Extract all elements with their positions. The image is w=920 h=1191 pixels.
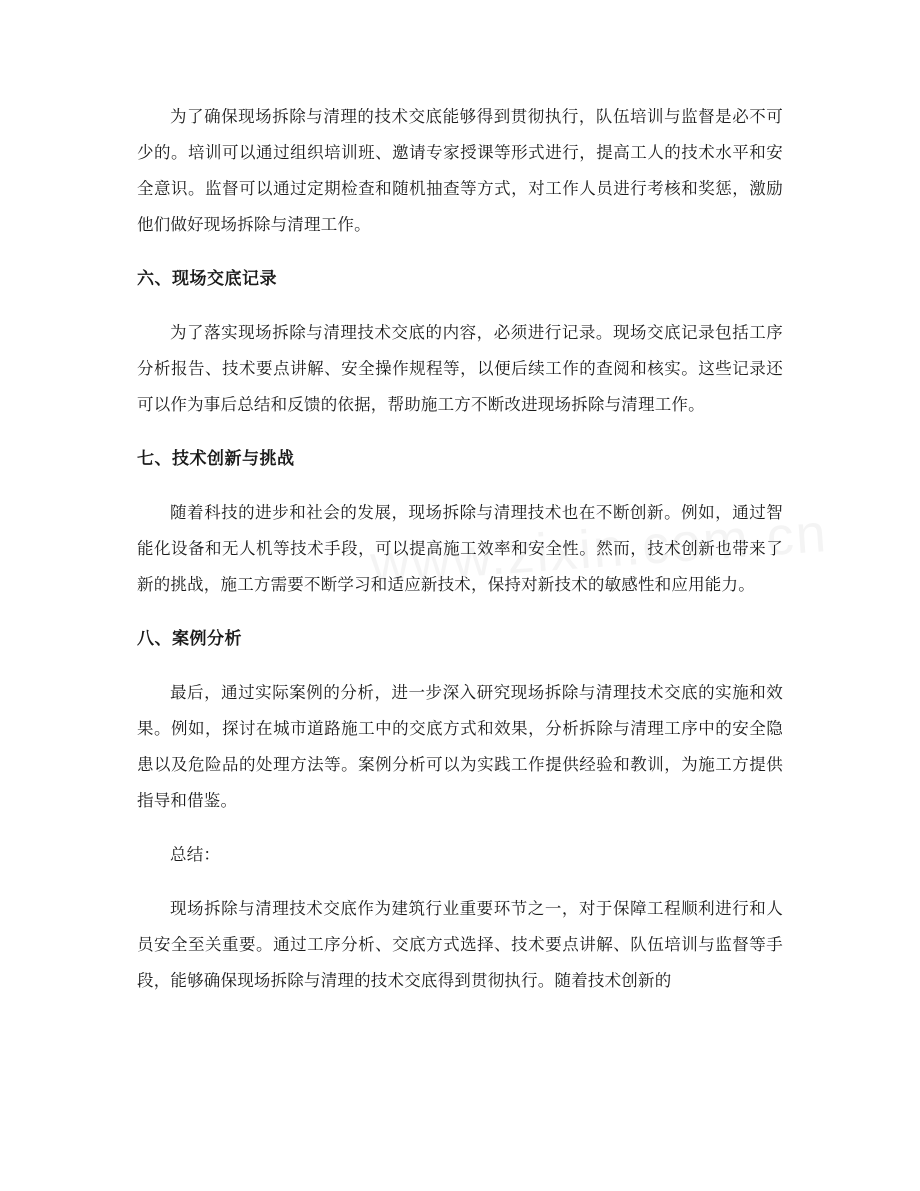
summary-label: 总结： bbox=[170, 845, 221, 864]
spacer bbox=[137, 657, 783, 675]
spacer bbox=[137, 603, 783, 621]
spacer bbox=[137, 819, 783, 837]
section-heading-6: 六、现场交底记录 bbox=[137, 269, 277, 289]
paragraph-summary: 现场拆除与清理技术交底作为建筑行业重要环节之一，对于保障工程顺利进行和人员安全至关重要。通过工序分析、交底方式选择、技术要点讲解、队伍培训与监督等手段，能够确保现场拆除与清理的技术交底得到贯彻执行。随着技术创新的 bbox=[137, 899, 783, 990]
paragraph-training-supervision: 为了确保现场拆除与清理的技术交底能够得到贯彻执行，队伍培训与监督是必不可少的。培训可以通过组织培训班、邀请专家授课等形式进行，提高工人的技术水平和安全意识。监督可以通过定期检查和随机抽查等方式，对工作人员进行考核和奖惩，激励他们做好现场拆除与清理工作。 bbox=[137, 107, 783, 234]
spacer bbox=[137, 477, 783, 495]
paragraph-case-analysis: 最后，通过实际案例的分析，进一步深入研究现场拆除与清理技术交底的实施和效果。例如，探讨在城市道路施工中的交底方式和效果，分析拆除与清理工序中的安全隐患以及危险品的处理方法等。案例分析可以为实践工作提供经验和教训，为施工方提供指导和借鉴。 bbox=[137, 683, 783, 810]
section-heading-7: 七、技术创新与挑战 bbox=[137, 449, 295, 469]
spacer bbox=[137, 873, 783, 891]
paragraph-tech-innovation: 随着科技的进步和社会的发展，现场拆除与清理技术也在不断创新。例如，通过智能化设备和无人机等技术手段，可以提高施工效率和安全性。然而，技术创新也带来了新的挑战，施工方需要不断学习和适应新技术，保持对新技术的敏感性和应用能力。 bbox=[137, 503, 783, 594]
paragraph-onsite-records: 为了落实现场拆除与清理技术交底的内容，必须进行记录。现场交底记录包括工序分析报告、技术要点讲解、安全操作规程等，以便后续工作的查阅和核实。这些记录还可以作为事后总结和反馈的依据，帮助施工方不断改进现场拆除与清理工作。 bbox=[137, 323, 783, 414]
spacer bbox=[137, 243, 783, 261]
spacer bbox=[137, 423, 783, 441]
spacer bbox=[137, 297, 783, 315]
document-page bbox=[137, 99, 783, 999]
section-heading-8: 八、案例分析 bbox=[137, 629, 242, 649]
